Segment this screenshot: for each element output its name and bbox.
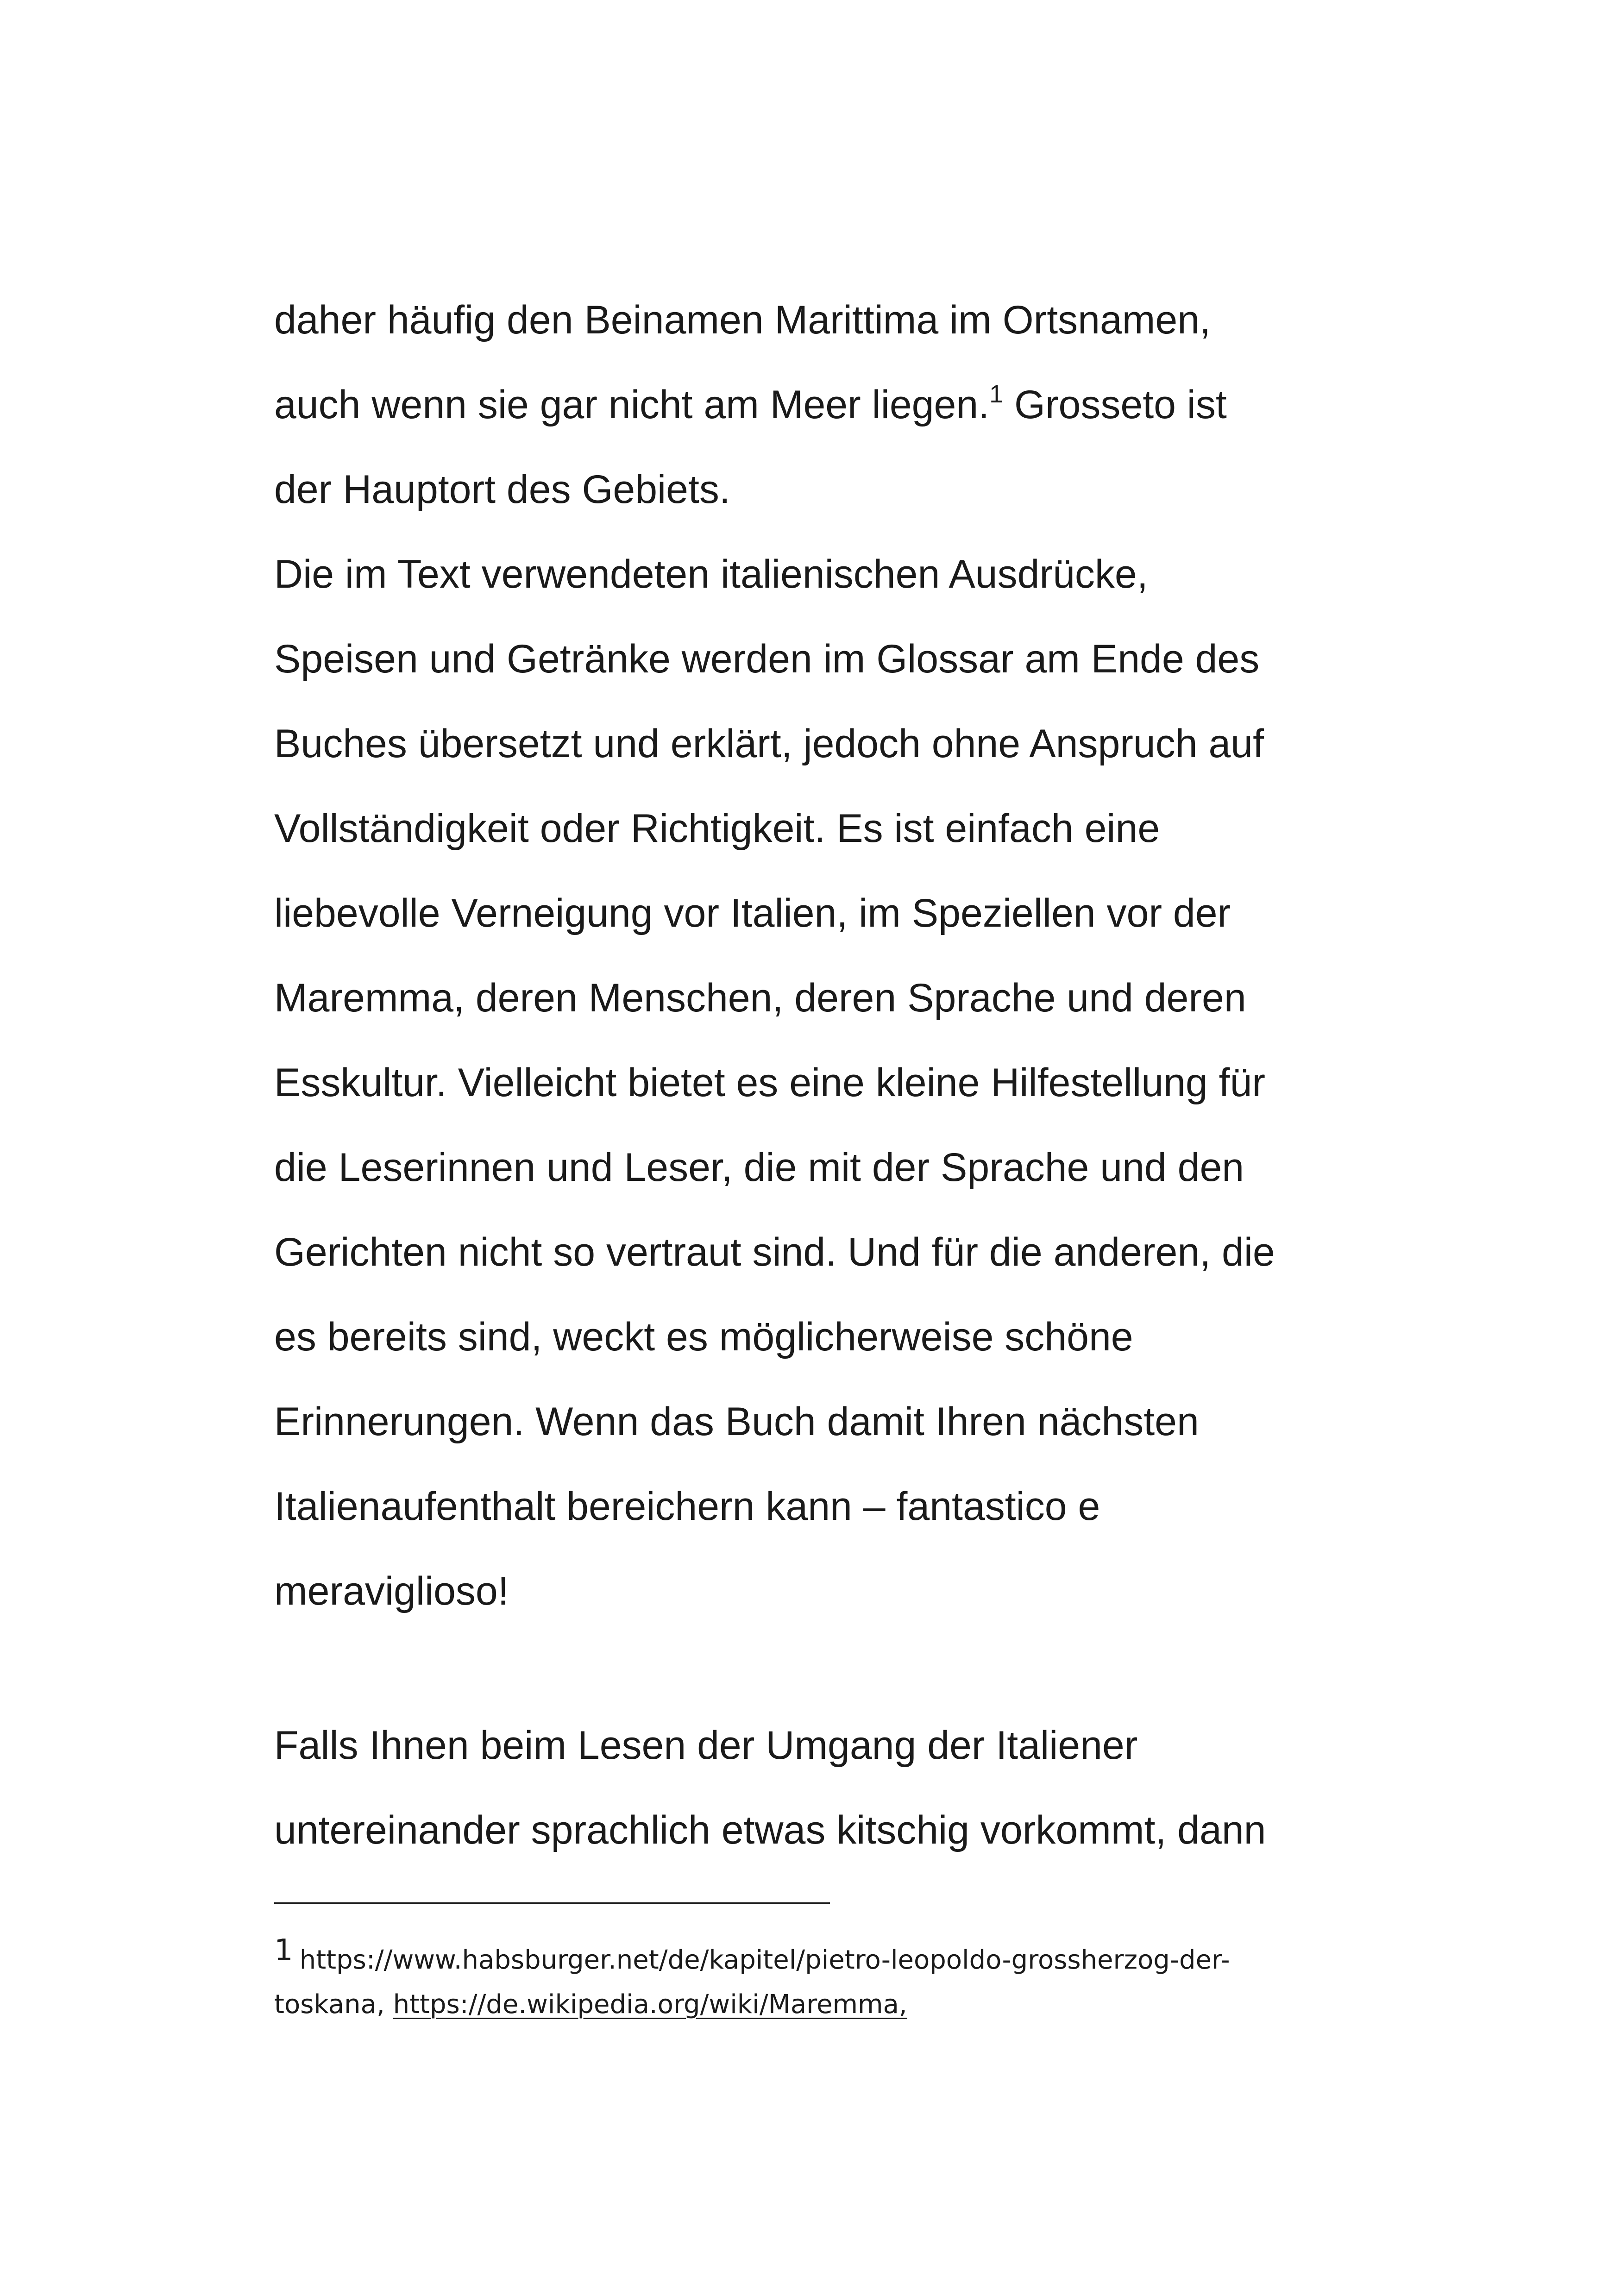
footnote-marker: 1 — [274, 1933, 293, 1968]
text-line: untereinander sprachlich etwas kitschig vorkommt, dann — [274, 1808, 1266, 1852]
text-line: Buches übersetzt und erklärt, jedoch ohne Anspruch auf — [274, 721, 1264, 766]
footnote-reference[interactable]: 1 — [989, 380, 1004, 408]
text-line: Maremma, deren Menschen, deren Sprache und deren — [274, 976, 1246, 1020]
text-line: Esskultur. Vielleicht bietet es eine kleine Hilfestellung für — [274, 1060, 1266, 1105]
text-line: Erinnerungen. Wenn das Buch damit Ihren nächsten — [274, 1399, 1199, 1444]
text-line: Italienaufenthalt bereichern kann – fantastico e — [274, 1484, 1100, 1529]
text-segment: Grosseto ist — [1003, 383, 1227, 427]
body-text — [274, 278, 1386, 1873]
text-line: meraviglioso! — [274, 1569, 509, 1613]
text-line: es bereits sind, weckt es möglicherweise schöne — [274, 1315, 1133, 1359]
text-line: daher häufig den Beinamen Marittima im Ortsnamen, — [274, 298, 1211, 342]
footnote — [274, 1933, 1386, 2027]
footnote-link[interactable]: https://de.wikipedia.org/wiki/Maremma, — [393, 1989, 907, 2020]
text-line: die Leserinnen und Leser, die mit der Sprache und den — [274, 1145, 1244, 1190]
text-line: Falls Ihnen beim Lesen der Umgang der Italiener — [274, 1723, 1138, 1768]
footnote-line — [274, 1933, 1386, 1982]
footnote-line — [274, 1982, 1386, 2027]
text-line — [274, 363, 1386, 447]
text-line: liebevolle Verneigung vor Italien, im Speziellen vor der — [274, 891, 1231, 935]
paragraph-gap — [274, 1634, 1386, 1703]
text-line: Gerichten nicht so vertraut sind. Und für die anderen, die — [274, 1230, 1275, 1274]
footnote-text[interactable]: toskana, — [274, 1989, 393, 2020]
footnote-url[interactable]: https://www.habsburger.net/de/kapitel/pietro-leopoldo-grossherzog-der- — [299, 1945, 1230, 1975]
text-line: Die im Text verwendeten italienischen Ausdrücke, — [274, 552, 1148, 596]
text-line: Vollständigkeit oder Richtigkeit. Es ist einfach eine — [274, 806, 1160, 851]
footnote-separator — [274, 1902, 830, 1904]
text-segment: auch wenn sie gar nicht am Meer liegen. — [274, 383, 990, 427]
text-line: der Hauptort des Gebiets. — [274, 467, 730, 512]
text-line: Speisen und Getränke werden im Glossar am Ende des — [274, 637, 1260, 681]
